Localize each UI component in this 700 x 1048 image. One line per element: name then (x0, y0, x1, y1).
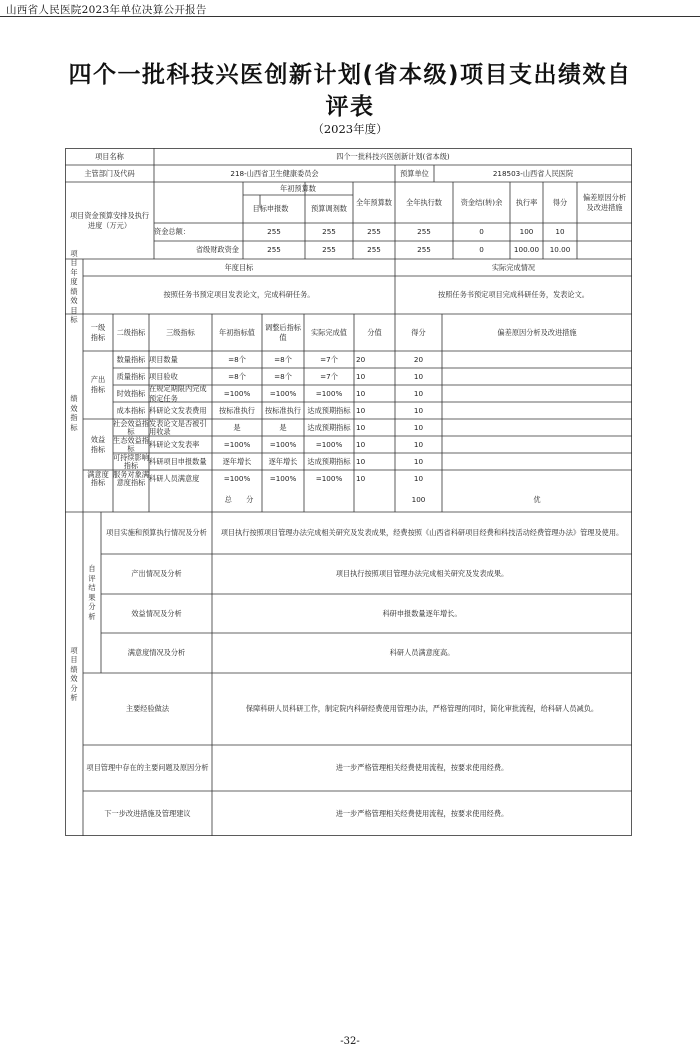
table-row: =100% (223, 439, 251, 449)
table-row: 达成预期指标 (307, 405, 351, 415)
problems-value: 进一步严格管理相关经费使用流程，按要求使用经费。 (335, 763, 509, 772)
total-score-label: 总 分 (224, 494, 254, 504)
table-row: 时效指标 (116, 388, 146, 398)
report-year: （2023年度） (312, 122, 388, 136)
table-row: 10 (356, 388, 366, 398)
indicator-deviation-head: 偏差原因分析及改进措施 (497, 327, 577, 337)
page-number: -32- (340, 1036, 360, 1047)
table-row: 科研项目申报数量 (149, 456, 207, 466)
table-row: 10 (356, 422, 366, 432)
funds-provincial-full: 255 (367, 245, 381, 254)
adjusted-head: 调整后指标值 (265, 322, 301, 342)
benefit-analysis-value: 科研申报数量逐年增长。 (382, 608, 462, 618)
actual-head: 实际完成情况 (491, 262, 536, 272)
table-row: 生态效益指标 (113, 435, 149, 453)
impl-unit-label: 预算单位 (400, 168, 429, 178)
page-title-line2: 评表 (325, 94, 375, 120)
table-row: =100% (223, 473, 251, 483)
table-row: 10 (356, 371, 366, 381)
table-row: 达成预期指标 (307, 422, 351, 432)
level3-head: 三级指标 (166, 327, 195, 337)
table-row: 质量指标 (116, 371, 146, 381)
project-name-value: 四个一批科技兴医创新计划(省本级) (336, 151, 450, 161)
table-row: =7个 (320, 371, 338, 381)
exec-analysis-value: 项目执行按照项目管理办法完成相关研究及发表成果，经费按照《山西省科研项目经费和科技活动经费管理办法》管理及使用。 (220, 528, 624, 537)
analysis-section-label: 项目绩效分析 (70, 645, 78, 702)
table-row: 10 (356, 473, 366, 483)
deviation-head: 偏差原因分析及改进措施 (582, 192, 627, 212)
table-row: 可持续影响指标 (113, 452, 149, 470)
problems-label: 项目管理中存在的主要问题及原因分析 (86, 763, 209, 772)
table-row: =100% (269, 439, 297, 449)
table-row: =8个 (228, 354, 246, 364)
header-divider (0, 16, 700, 17)
table-row: 按标准执行 (265, 405, 301, 415)
table-row: 是 (233, 422, 241, 432)
funds-provincial-exec: 255 (417, 245, 431, 254)
table-row: =7个 (320, 354, 338, 364)
project-name-label: 项目名称 (95, 151, 124, 161)
overall-grade: 优 (533, 494, 541, 504)
impl-unit-value: 218503-山西省人民医院 (492, 168, 574, 178)
table-row: =8个 (274, 354, 292, 364)
full-year-budget-head: 全年预算数 (356, 197, 392, 207)
annual-budget-head: 年初预算数 (280, 183, 316, 193)
funds-total-label: 资金总额： (154, 227, 190, 236)
table-row: 达成预期指标 (307, 456, 351, 466)
table-row: 科研论文发表率 (149, 439, 200, 449)
table-row: 10 (413, 405, 424, 415)
table-row: 逐年增长 (222, 456, 252, 466)
funds-total-score: 10 (555, 227, 565, 236)
table-row: =100% (315, 388, 343, 398)
actual-text: 按照任务书预定项目完成科研任务，发表论文。 (438, 290, 589, 299)
goals-label: 项目年度绩效目标 (70, 248, 78, 324)
funds-total-balance: 0 (479, 227, 484, 236)
funds-provincial-balance: 0 (479, 245, 484, 254)
page-header: 山西省人民医院2023年单位决算公开报告 (6, 4, 207, 16)
table-row: =100% (315, 439, 343, 449)
benefit-indicator-group: 效益指标 (90, 434, 106, 454)
benefit-analysis-label: 效益情况及分析 (131, 608, 182, 618)
table-row: 20 (413, 354, 424, 364)
funds-total-full: 255 (367, 227, 381, 236)
table-row: 社会效益指标 (113, 418, 149, 436)
target-head: 年初指标值 (219, 327, 255, 337)
total-score-value: 100 (411, 494, 426, 504)
annual-goal-text: 按照任务书预定项目发表论文，完成科研任务。 (163, 290, 315, 299)
indicator-score-head: 得分 (411, 327, 426, 337)
actual-value-head: 实际完成值 (311, 327, 347, 337)
funds-total-rate: 100 (519, 227, 534, 236)
next-steps-value: 进一步严格管理相关经费使用流程，按要求使用经费。 (335, 808, 509, 818)
table-row: 20 (356, 354, 366, 364)
perf-indicators-label: 绩效指标 (70, 394, 78, 432)
table-row: 按标准执行 (219, 405, 255, 415)
table-row: =100% (269, 473, 297, 483)
table-row: 科研论文发表费用 (149, 405, 207, 415)
table-row: 10 (413, 422, 424, 432)
balance-head: 资金结(转)余 (460, 197, 503, 207)
funds-total-adjusted: 255 (322, 227, 336, 236)
table-row: 成本指标 (116, 405, 146, 415)
satisfaction-analysis-value: 科研人员满意度高。 (389, 648, 455, 657)
table-row: 10 (413, 456, 424, 466)
exec-analysis-label: 项目实施和预算执行情况及分析 (106, 528, 207, 537)
annual-goal-head: 年度目标 (224, 262, 254, 272)
table-row: 逐年增长 (268, 456, 298, 466)
table-row: 项目验收 (149, 371, 178, 381)
exec-rate-head: 执行率 (515, 197, 538, 207)
table-row: 10 (356, 405, 366, 415)
table-row: 10 (356, 456, 366, 466)
output-analysis-label: 产出情况及分析 (131, 569, 182, 578)
experience-value: 保障科研人员科研工作，制定院内科研经费使用管理办法，严格管理的同时，简化审批流程，给科研人员减负。 (245, 704, 599, 713)
table-row: 10 (413, 439, 424, 449)
table-row: 发表论文是否被引用收录 (149, 418, 207, 436)
full-year-exec-head: 全年执行数 (406, 197, 442, 207)
table-row: 科研人员满意度 (149, 473, 200, 483)
evaluation-table (65, 148, 632, 836)
table-row: 是 (279, 422, 287, 432)
next-steps-label: 下一步改进措施及管理建议 (104, 808, 191, 818)
table-row: =100% (223, 388, 251, 398)
level1-head: 一级指标 (90, 322, 106, 342)
table-row: 10 (413, 388, 424, 398)
experience-label: 主要经验做法 (125, 704, 170, 713)
table-row: 10 (413, 371, 424, 381)
score-head: 得分 (552, 197, 568, 207)
table-row: 服务对象满意度指标 (113, 469, 149, 487)
table-row: =100% (315, 473, 343, 483)
self-eval-label: 自评结果分析 (88, 564, 96, 621)
funds-provincial-rate: 100.00 (513, 245, 540, 254)
output-indicator-group: 产出指标 (90, 375, 106, 394)
table-row: =8个 (228, 371, 246, 381)
weight-head: 分值 (367, 327, 382, 337)
funds-label: 项目资金预算安排及执行进度（万元） (69, 210, 150, 230)
dept-label: 主管部门及代码 (84, 168, 135, 178)
funds-provincial-score: 10.00 (549, 245, 571, 254)
dept-value: 218-山西省卫生健康委员会 (230, 168, 319, 178)
output-analysis-value: 项目执行按照项目管理办法完成相关研究及发表成果。 (335, 569, 509, 578)
budget-adjusted-head: 预算调剂数 (311, 204, 347, 213)
table-row: 项目数量 (149, 354, 178, 364)
funds-total-apply: 255 (267, 227, 281, 236)
level2-head: 二级指标 (116, 327, 146, 337)
funds-provincial-apply: 255 (267, 245, 281, 254)
table-row: =100% (269, 388, 297, 398)
table-row: =8个 (274, 371, 292, 381)
funds-provincial-adjusted: 255 (322, 245, 336, 254)
satisfaction-analysis-label: 满意度情况及分析 (127, 648, 186, 657)
table-row: 数量指标 (116, 354, 146, 364)
table-row: 10 (413, 473, 424, 483)
funds-total-exec: 255 (417, 227, 431, 236)
budget-apply-head: 目标申报数 (252, 204, 289, 213)
funds-provincial-label: 省级财政资金 (195, 245, 239, 254)
table-row: 10 (356, 439, 366, 449)
page-title: 四个一批科技兴医创新计划(省本级)项目支出绩效自 (68, 62, 632, 88)
satisfaction-indicator-group: 满意度指标 (87, 469, 109, 487)
table-row: 在规定期限内完成预定任务 (149, 383, 207, 403)
